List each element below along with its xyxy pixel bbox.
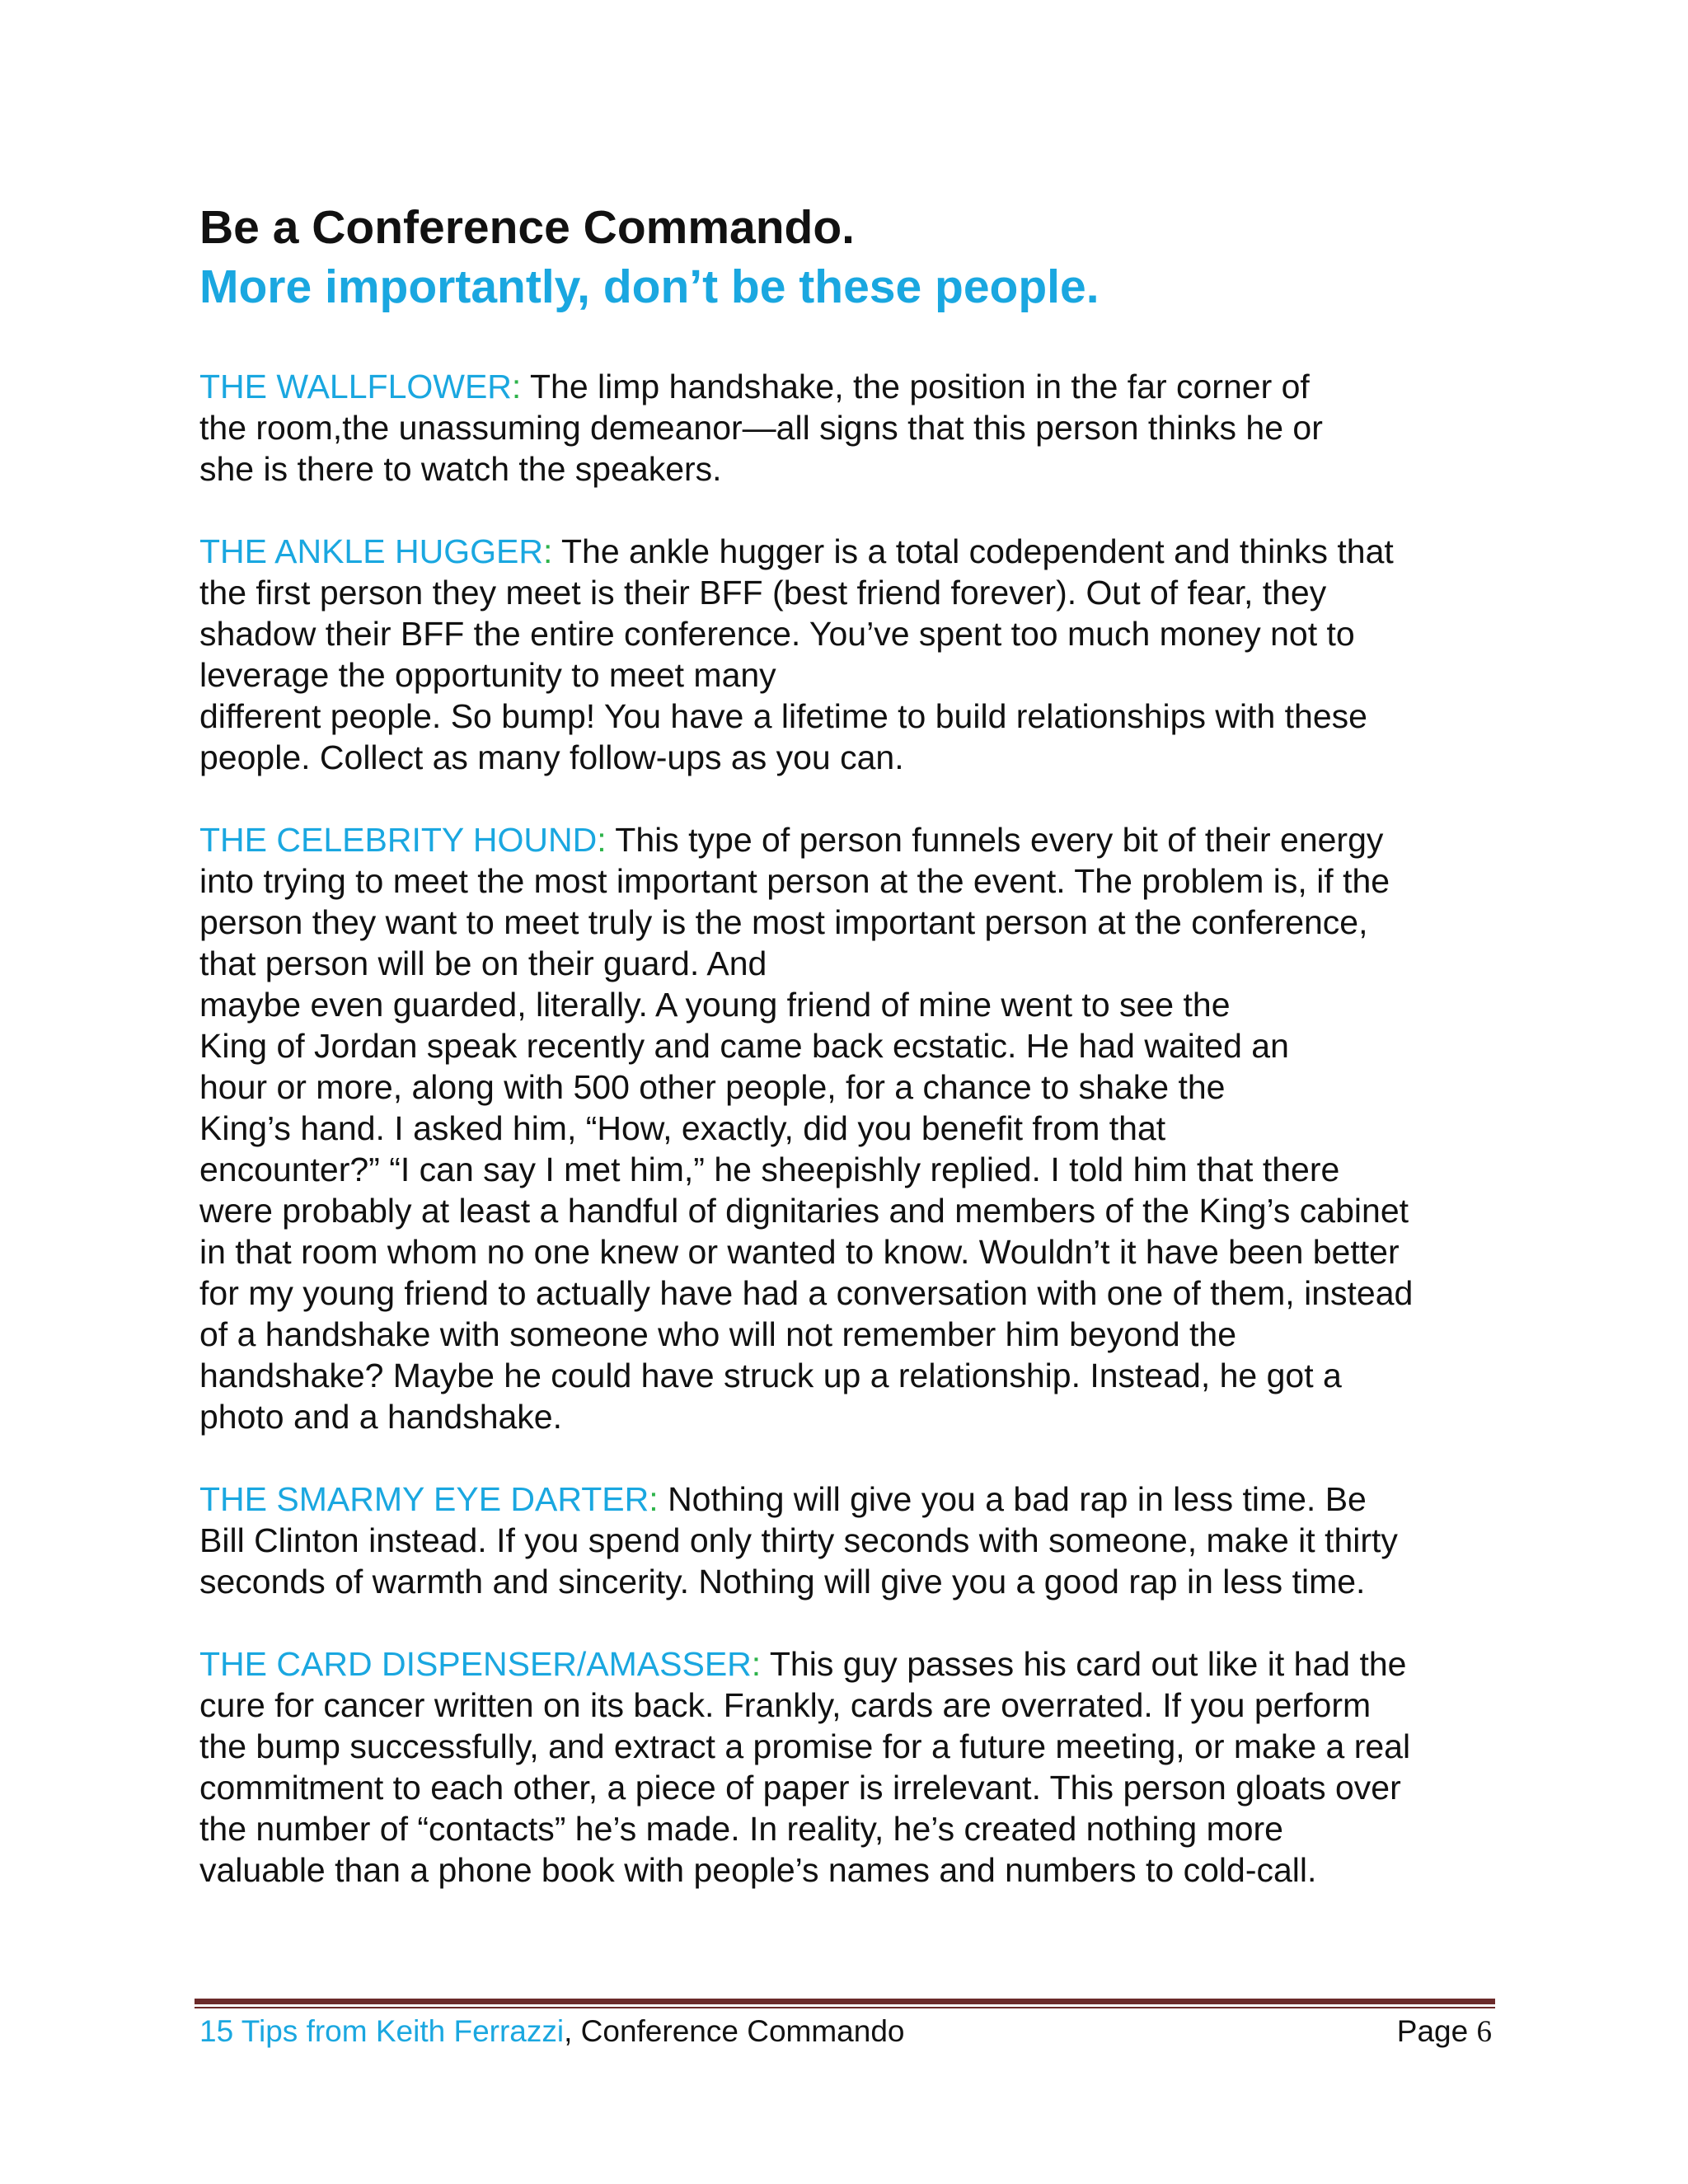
entry-line: for my young friend to actually have had a conversation with one of them, instead [199,1274,1414,1312]
page-content [199,198,1502,1932]
entry-line: valuable than a phone book with people’s names and numbers to cold-call. [199,1851,1317,1889]
entry-line: commitment to each other, a piece of paper is irrelevant. This person gloats over [199,1769,1401,1807]
entry-line [199,1643,1502,1685]
entry-line: shadow their BFF the entire conference. You’ve spent too much money not to [199,615,1355,653]
entry-line: the number of “contacts” he’s made. In reality, he’s created nothing more [199,1810,1283,1848]
entry-line [199,366,1502,407]
page-label: Page [1396,2014,1477,2048]
footer-rule-thin [195,2007,1495,2008]
page-title: Be a Conference Commando. [199,201,855,254]
entry-line: that person will be on their guard. And [199,944,767,982]
term-colon: : [511,368,522,405]
term-colon: : [751,1645,762,1683]
page-subtitle: More importantly, don’t be these people. [199,260,1100,313]
entry-line: Bill Clinton instead. If you spend only thirty seconds with someone, make it thirty [199,1521,1398,1559]
entry-term: THE WALLFLOWER [199,368,512,405]
term-colon: : [542,532,553,570]
term-colon: : [597,821,607,859]
entry-line [199,1479,1502,1520]
entry-line [199,819,1502,860]
entry-term: THE SMARMY EYE DARTER [199,1480,649,1518]
entry-line: person they want to meet truly is the most important person at the conference, [199,903,1368,941]
entry-line: leverage the opportunity to meet many [199,656,776,694]
entry-line: cure for cancer written on its back. Frankly, cards are overrated. If you perform [199,1686,1372,1724]
entry-ankle-hugger [199,531,1502,778]
entry-text: Nothing will give you a bad rap in less time. Be [668,1480,1367,1518]
entry-wallflower [199,366,1502,490]
entry-term: THE ANKLE HUGGER [199,532,543,570]
term-colon: : [649,1480,659,1518]
footer-separator: , [564,2014,581,2048]
entry-text: This type of person funnels every bit of their energy [615,821,1384,859]
entry-line: different people. So bump! You have a lifetime to build relationships with these [199,697,1367,735]
entry-line: King of Jordan speak recently and came back ecstatic. He had waited an [199,1027,1289,1065]
entry-smarmy-eye-darter [199,1479,1502,1602]
entry-term: THE CARD DISPENSER/AMASSER [199,1645,752,1683]
entry-celebrity-hound [199,819,1502,1437]
entry-card-dispenser [199,1643,1502,1891]
entry-line: handshake? Maybe he could have struck up a relationship. Instead, he got a [199,1357,1342,1394]
entry-text: This guy passes his card out like it had the [769,1645,1407,1683]
entry-line: the first person they meet is their BFF (best friend forever). Out of fear, they [199,574,1327,612]
entry-line: the bump successfully, and extract a promise for a future meeting, or make a real [199,1727,1411,1765]
footer-rule [195,1999,1495,2004]
page-indicator [1397,2011,1492,2053]
entry-line: into trying to meet the most important person at the event. The problem is, if the [199,862,1390,900]
entry-line: she is there to watch the speakers. [199,450,722,488]
entry-line: encounter?” “I can say I met him,” he sheepishly replied. I told him that there [199,1151,1340,1188]
entry-line: hour or more, along with 500 other people, for a chance to shake the [199,1068,1226,1106]
entry-text: The ankle hugger is a total codependent and thinks that [561,532,1394,570]
footer-tips-link: 15 Tips from Keith Ferrazzi [199,2014,565,2048]
entry-line: photo and a handshake. [199,1398,562,1436]
entry-text: The limp handshake, the position in the far corner of [529,368,1310,405]
footer-title [199,2011,904,2052]
entry-line: King’s hand. I asked him, “How, exactly, did you benefit from that [199,1109,1166,1147]
footer-doc-title: Conference Commando [580,2014,905,2048]
entry-term: THE CELEBRITY HOUND [199,821,598,859]
page-number: 6 [1476,2015,1492,2049]
entry-line: of a handshake with someone who will not remember him beyond the [199,1315,1237,1353]
entry-line: in that room whom no one knew or wanted to know. Wouldn’t it have been better [199,1233,1400,1271]
entry-line: people. Collect as many follow-ups as you can. [199,738,904,776]
entry-line: the room,the unassuming demeanor—all signs that this person thinks he or [199,409,1323,447]
page-footer [199,2011,1495,2052]
entry-line: seconds of warmth and sincerity. Nothing will give you a good rap in less time. [199,1563,1366,1601]
entry-line [199,531,1502,572]
entry-line: were probably at least a handful of dignitaries and members of the King’s cabinet [199,1192,1409,1230]
entry-line: maybe even guarded, literally. A young friend of mine went to see the [199,986,1231,1024]
